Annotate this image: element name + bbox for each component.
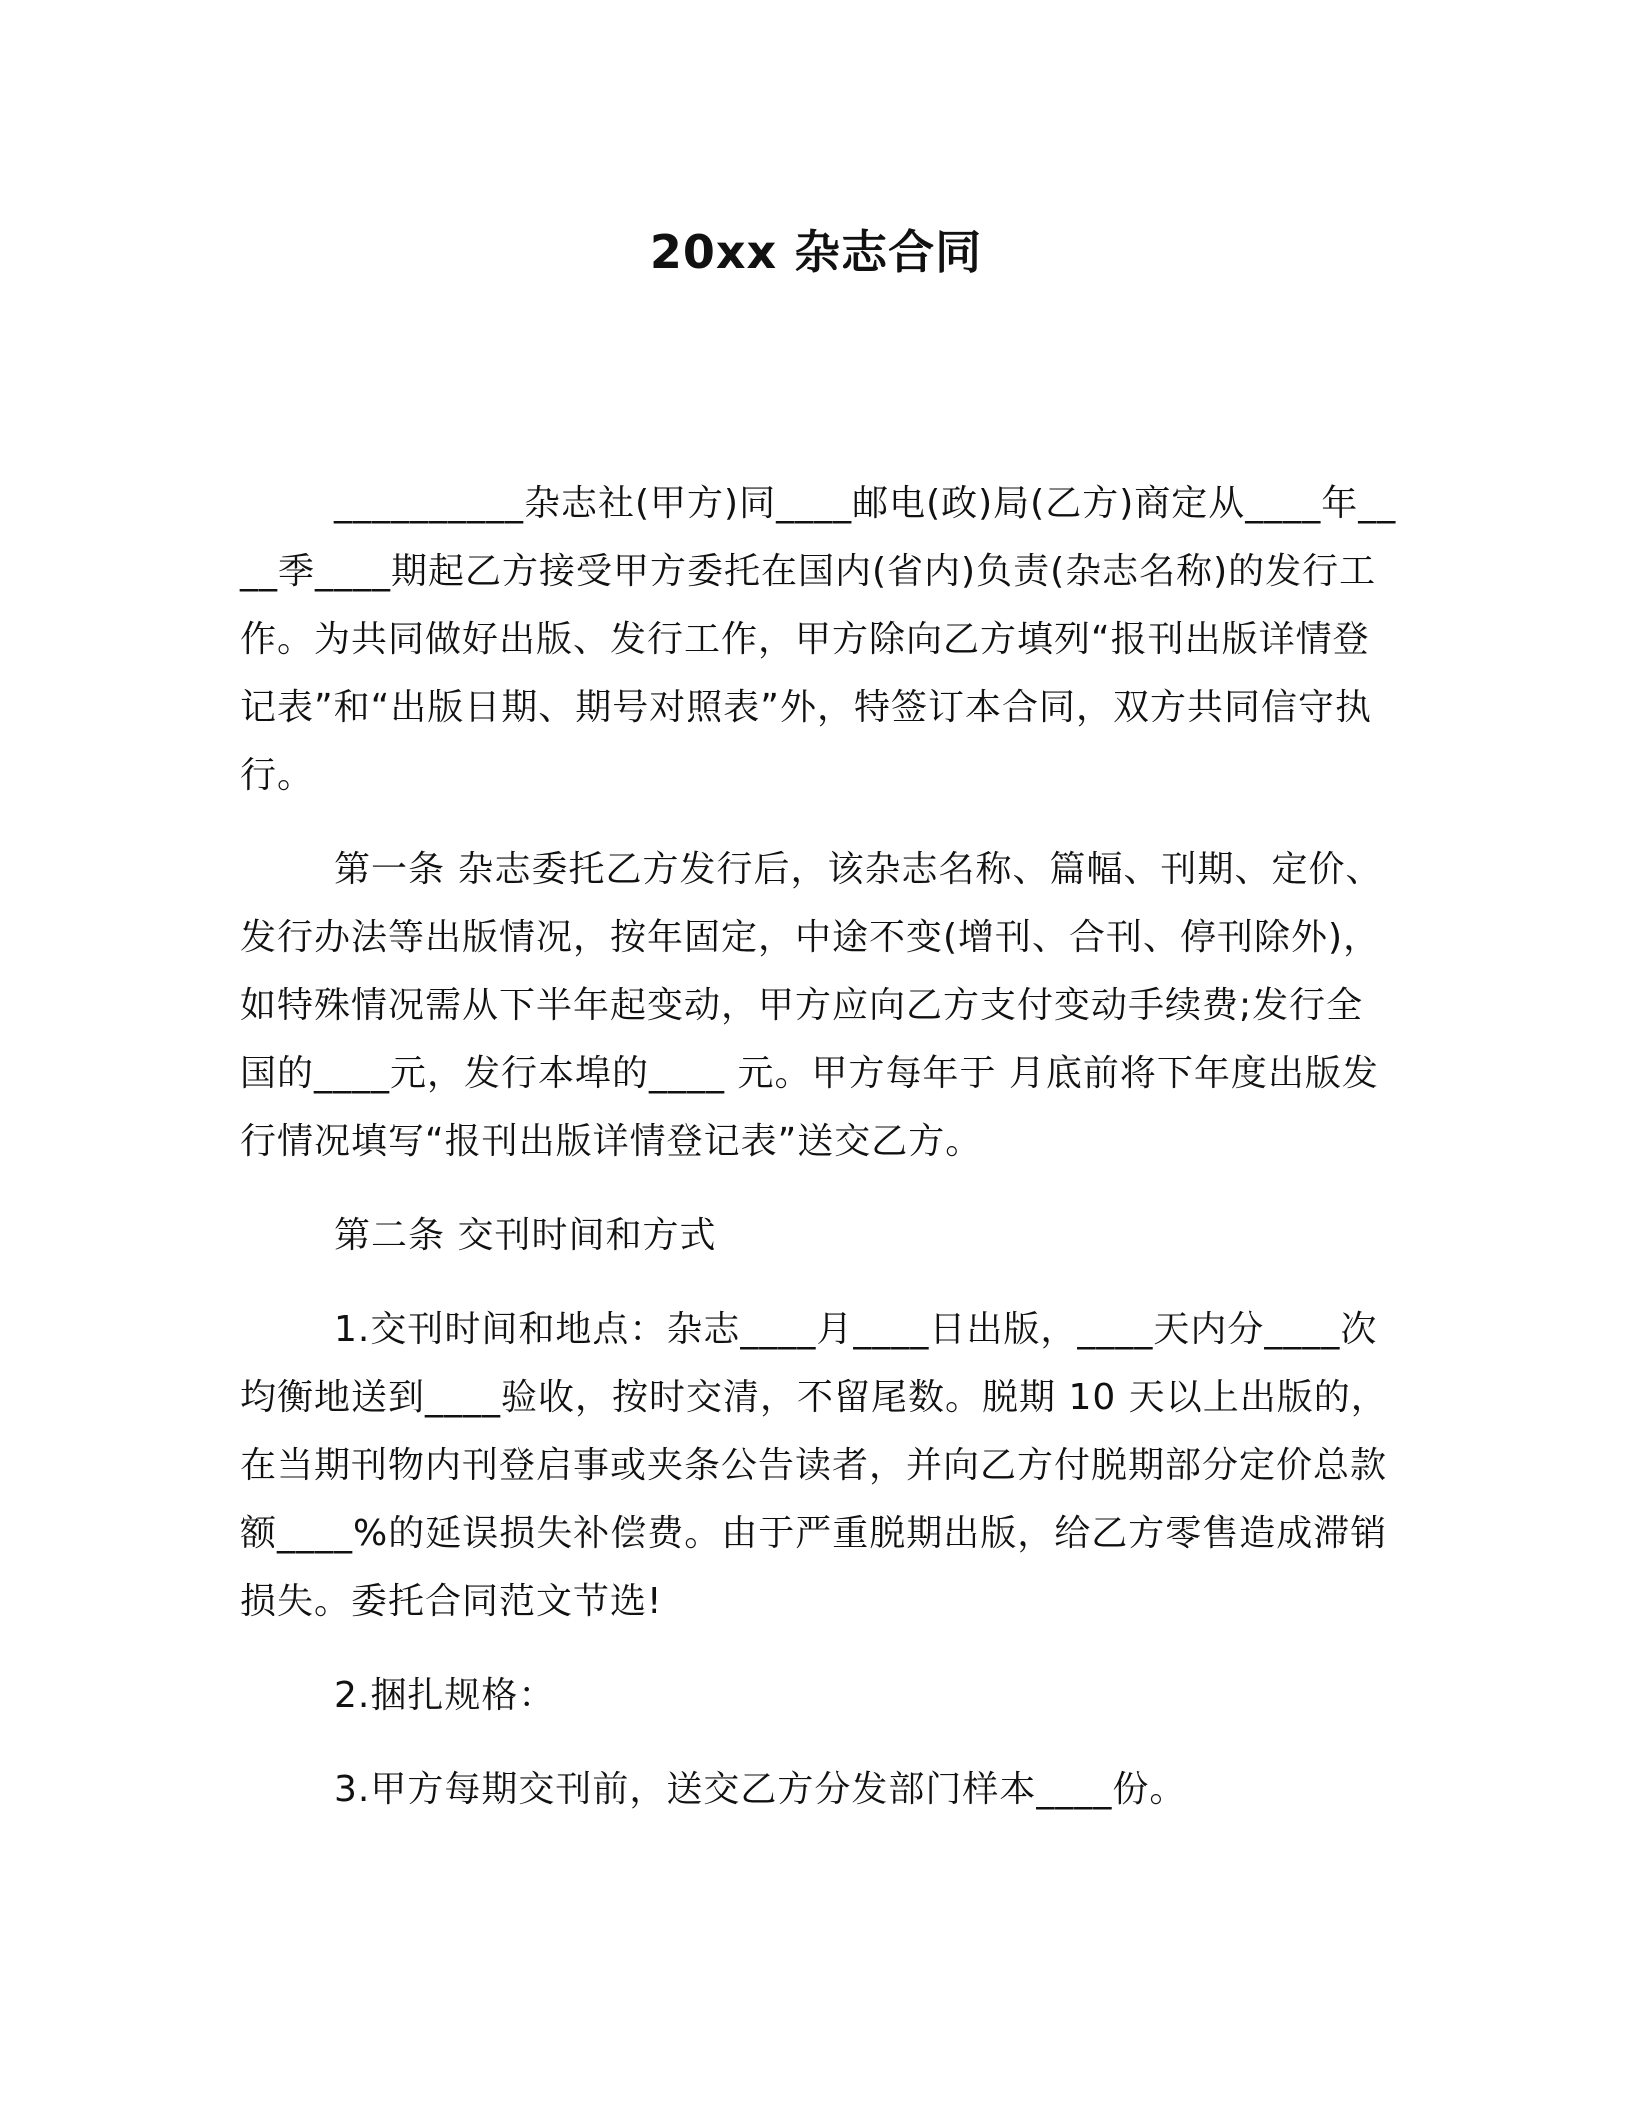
clause-3-paragraph: 3.甲方每期交刊前，送交乙方分发部门样本____份。 bbox=[334, 1769, 1187, 1810]
clause-2-paragraph: 2.捆扎规格： bbox=[334, 1675, 556, 1716]
document-body bbox=[240, 470, 1400, 1824]
clause-1-paragraph: 1.交刊时间和地点：杂志____月____日出版，____天内分____次均衡地送到____验收，按时交清，不留尾数。脱期 10 天以上出版的，在当期刊物内刊登启事或夹条公告读者，并向乙方付脱期部分定价总款额____%的延误损失补偿费。由于严重脱期出版，给乙方零售造成滞销损失。委托合同范文节选! bbox=[240, 1309, 1388, 1622]
intro-paragraph: __________杂志社(甲方)同____邮电(政)局(乙方)商定从____年____季____期起乙方接受甲方委托在国内(省内)负责(杂志名称)的发行工作。为共同做好出版、发行工作，甲方除向乙方填列“报刊出版详情登记表”和“出版日期、期号对照表”外，特签订本合同，双方共同信守执行。 bbox=[240, 483, 1397, 796]
article-one-paragraph: 第一条 杂志委托乙方发行后，该杂志名称、篇幅、刊期、定价、发行办法等出版情况，按年固定，中途不变(增刊、合刊、停刊除外)，如特殊情况需从下半年起变动，甲方应向乙方支付变动手续费;发行全国的____元，发行本埠的____ 元。甲方每年于 月底前将下年度出版发行情况填写“报刊出版详情登记表”送交乙方。 bbox=[240, 849, 1383, 1162]
document-title: 20xx 杂志合同 bbox=[649, 225, 983, 279]
article-two-heading: 第二条 交刊时间和方式 bbox=[334, 1215, 717, 1256]
